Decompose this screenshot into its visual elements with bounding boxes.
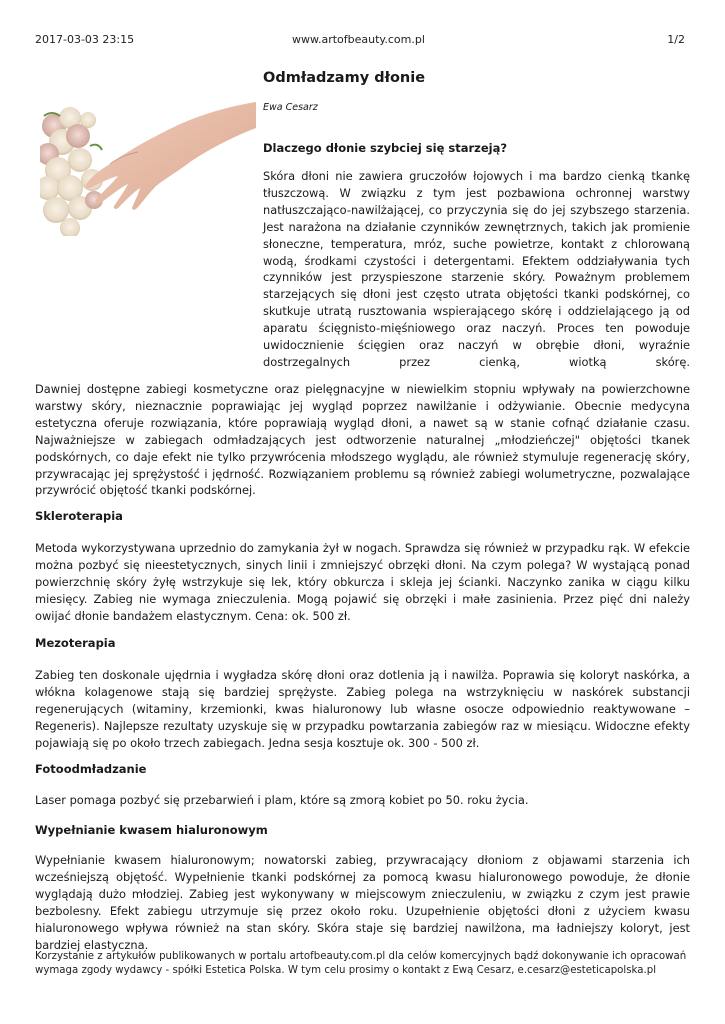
article-author: Ewa Cesarz: [263, 102, 318, 113]
section-text-mezoterapia: Zabieg ten doskonale ujędrnia i wygładza skórę dłoni oraz dotlenia ją i nawilża. Poprawia się koloryt naskórka, a włókna kolagenowe stają się bardziej sprężyste. Zabieg polega na wstrzyknięciu w naskórek substancji regenerujących (witaminy, krzemionki, kwas hialuronowy lub własne osocze odpowiednio reaktywowane – Regeneris). Najlepsze rezultaty uzyskuje się w przypadku powtarzania zabiegów raz w miesiącu. Widoczne efekty pojawiają się po około trzech zabiegach. Jedna sesja kosztuje ok. 300 - 500 zł.: [35, 668, 690, 750]
page-number: 1/2: [667, 33, 685, 46]
print-datetime: 2017-03-03 23:15: [35, 33, 135, 46]
intro-paragraph-wrapped: Skóra dłoni nie zawiera gruczołów łojowych i ma bardzo cienką tkankę tłuszczową. W związku z tym jest pozbawiona ochronnej warstwy natłuszczająco-nawilżającej, co przyczynia się do jej szybszego starzenia. Jest narażona na działanie czynników zewnętrznych, takich jak promienie słoneczne, temperatura, mróz, suche powietrze, kontakt z chlorowaną wodą, środkami czystości i detergentami. Efektem oddziaływania tych czynników jest przyspieszone starzenie skóry. Poważnym problemem starzejących się dłoni jest często utrata objętości tkanki podskórnej, co skutkuje utratą rusztowania wspierającego skórę i oddzielającego ją od aparatu ścięgnisto-mięśniowego oraz naczyń. Proces ten powoduje uwidocznienie ścięgien oraz naczyń w obrębie dłoni, wyraźnie dostrzegalnych przez cienką, wiotką skórę.: [263, 169, 690, 369]
section-heading-fotoodmladzanie: Fotoodmładzanie: [35, 762, 147, 776]
section-heading-skleroterapia: Skleroterapia: [35, 509, 123, 523]
copyright-footer: Korzystanie z artykułów publikowanych w portalu artofbeauty.com.pl dla celów komercyjnych bądź dokonywanie ich opracowań wymaga zgody wydawcy - spółki Estetica Polska. W tym celu prosimy o kontakt z Ewą Cesarz, e.cesarz@esteticapolska.pl: [35, 951, 687, 977]
section-text-skleroterapia: Metoda wykorzystywana uprzednio do zamykania żył w nogach. Sprawdza się również w przypadku rąk. W efekcie można pozbyć się nieestetycznych, sinych linii i zmniejszyć obrzęki dłoni. Na czym polega? W wystającą ponad powierzchnię skóry żyłę wstrzykuje się lek, który obkurcza i skleja jej ścianki. Naczynko zanika w ciągu kilku miesięcy. Zabieg nie wymaga znieczulenia. Mogą pojawić się obrzęki i małe zasinienia. Przez pięć dni należy owijać dłonie bandażem elastycznym. Cena: ok. 500 zł.: [35, 541, 690, 623]
intro-paragraph-continued: Dawniej dostępne zabiegi kosmetyczne oraz pielęgnacyjne w niewielkim stopniu wpływały na powierzchowne warstwy skóry, nieznacznie poprawiając jej wygląd poprzez nawilżanie i odżywianie. Obecnie medycyna estetyczna oferuje rozwiązania, które poprawiają wygląd dłoni, a nawet są w stanie cofnąć działanie czasu. Najważniejsze w zabiegach odmładzających jest odtworzenie naturalnej „młodzieńczej" objętości tkanek podskórnych, co daje efekt nie tylko przywrócenia młodszego wyglądu, ale również stymuluje regenerację skóry, przywracając jej sprężystość i jędrność. Rozwiązaniem problemu są również zabiegi wolumetryczne, pozwalające przywrócić objętość tkanki podskórnej.: [35, 382, 690, 498]
print-site-url: www.artofbeauty.com.pl: [292, 33, 425, 46]
section-heading-mezoterapia: Mezoterapia: [35, 636, 116, 650]
section-text-fotoodmladzanie: Laser pomaga pozbyć się przebarwień i plam, które są zmorą kobiet po 50. roku życia.: [35, 793, 529, 807]
section-text-kwas-hialuronowy: Wypełnianie kwasem hialuronowym; nowatorski zabieg, przywracający dłoniom z objawami starzenia ich wcześniejszą objętość. Wypełnienie tkanki podskórnej za pomocą kwasu hialuronowego powoduje, że dłonie wyglądają dużo młodziej. Zabieg jest wykonywany w miejscowym znieczuleniu, w związku z czym jest prawie bezbolesny. Efekt zabiegu utrzymuje się przez około roku. Uzupełnienie objętości dłoni z użyciem kwasu hialuronowego wpływa również na stan skóry. Skóra staje się bardziej nawilżona, ma ładniejszy koloryt, jest bardziej elastyczna.: [35, 853, 690, 952]
article-title: Odmładzamy dłonie: [263, 70, 426, 86]
intro-heading: Dlaczego dłonie szybciej się starzeją?: [263, 141, 508, 155]
hands-with-flowers-image: [40, 96, 256, 236]
section-heading-kwas-hialuronowy: Wypełnianie kwasem hialuronowym: [35, 823, 268, 837]
